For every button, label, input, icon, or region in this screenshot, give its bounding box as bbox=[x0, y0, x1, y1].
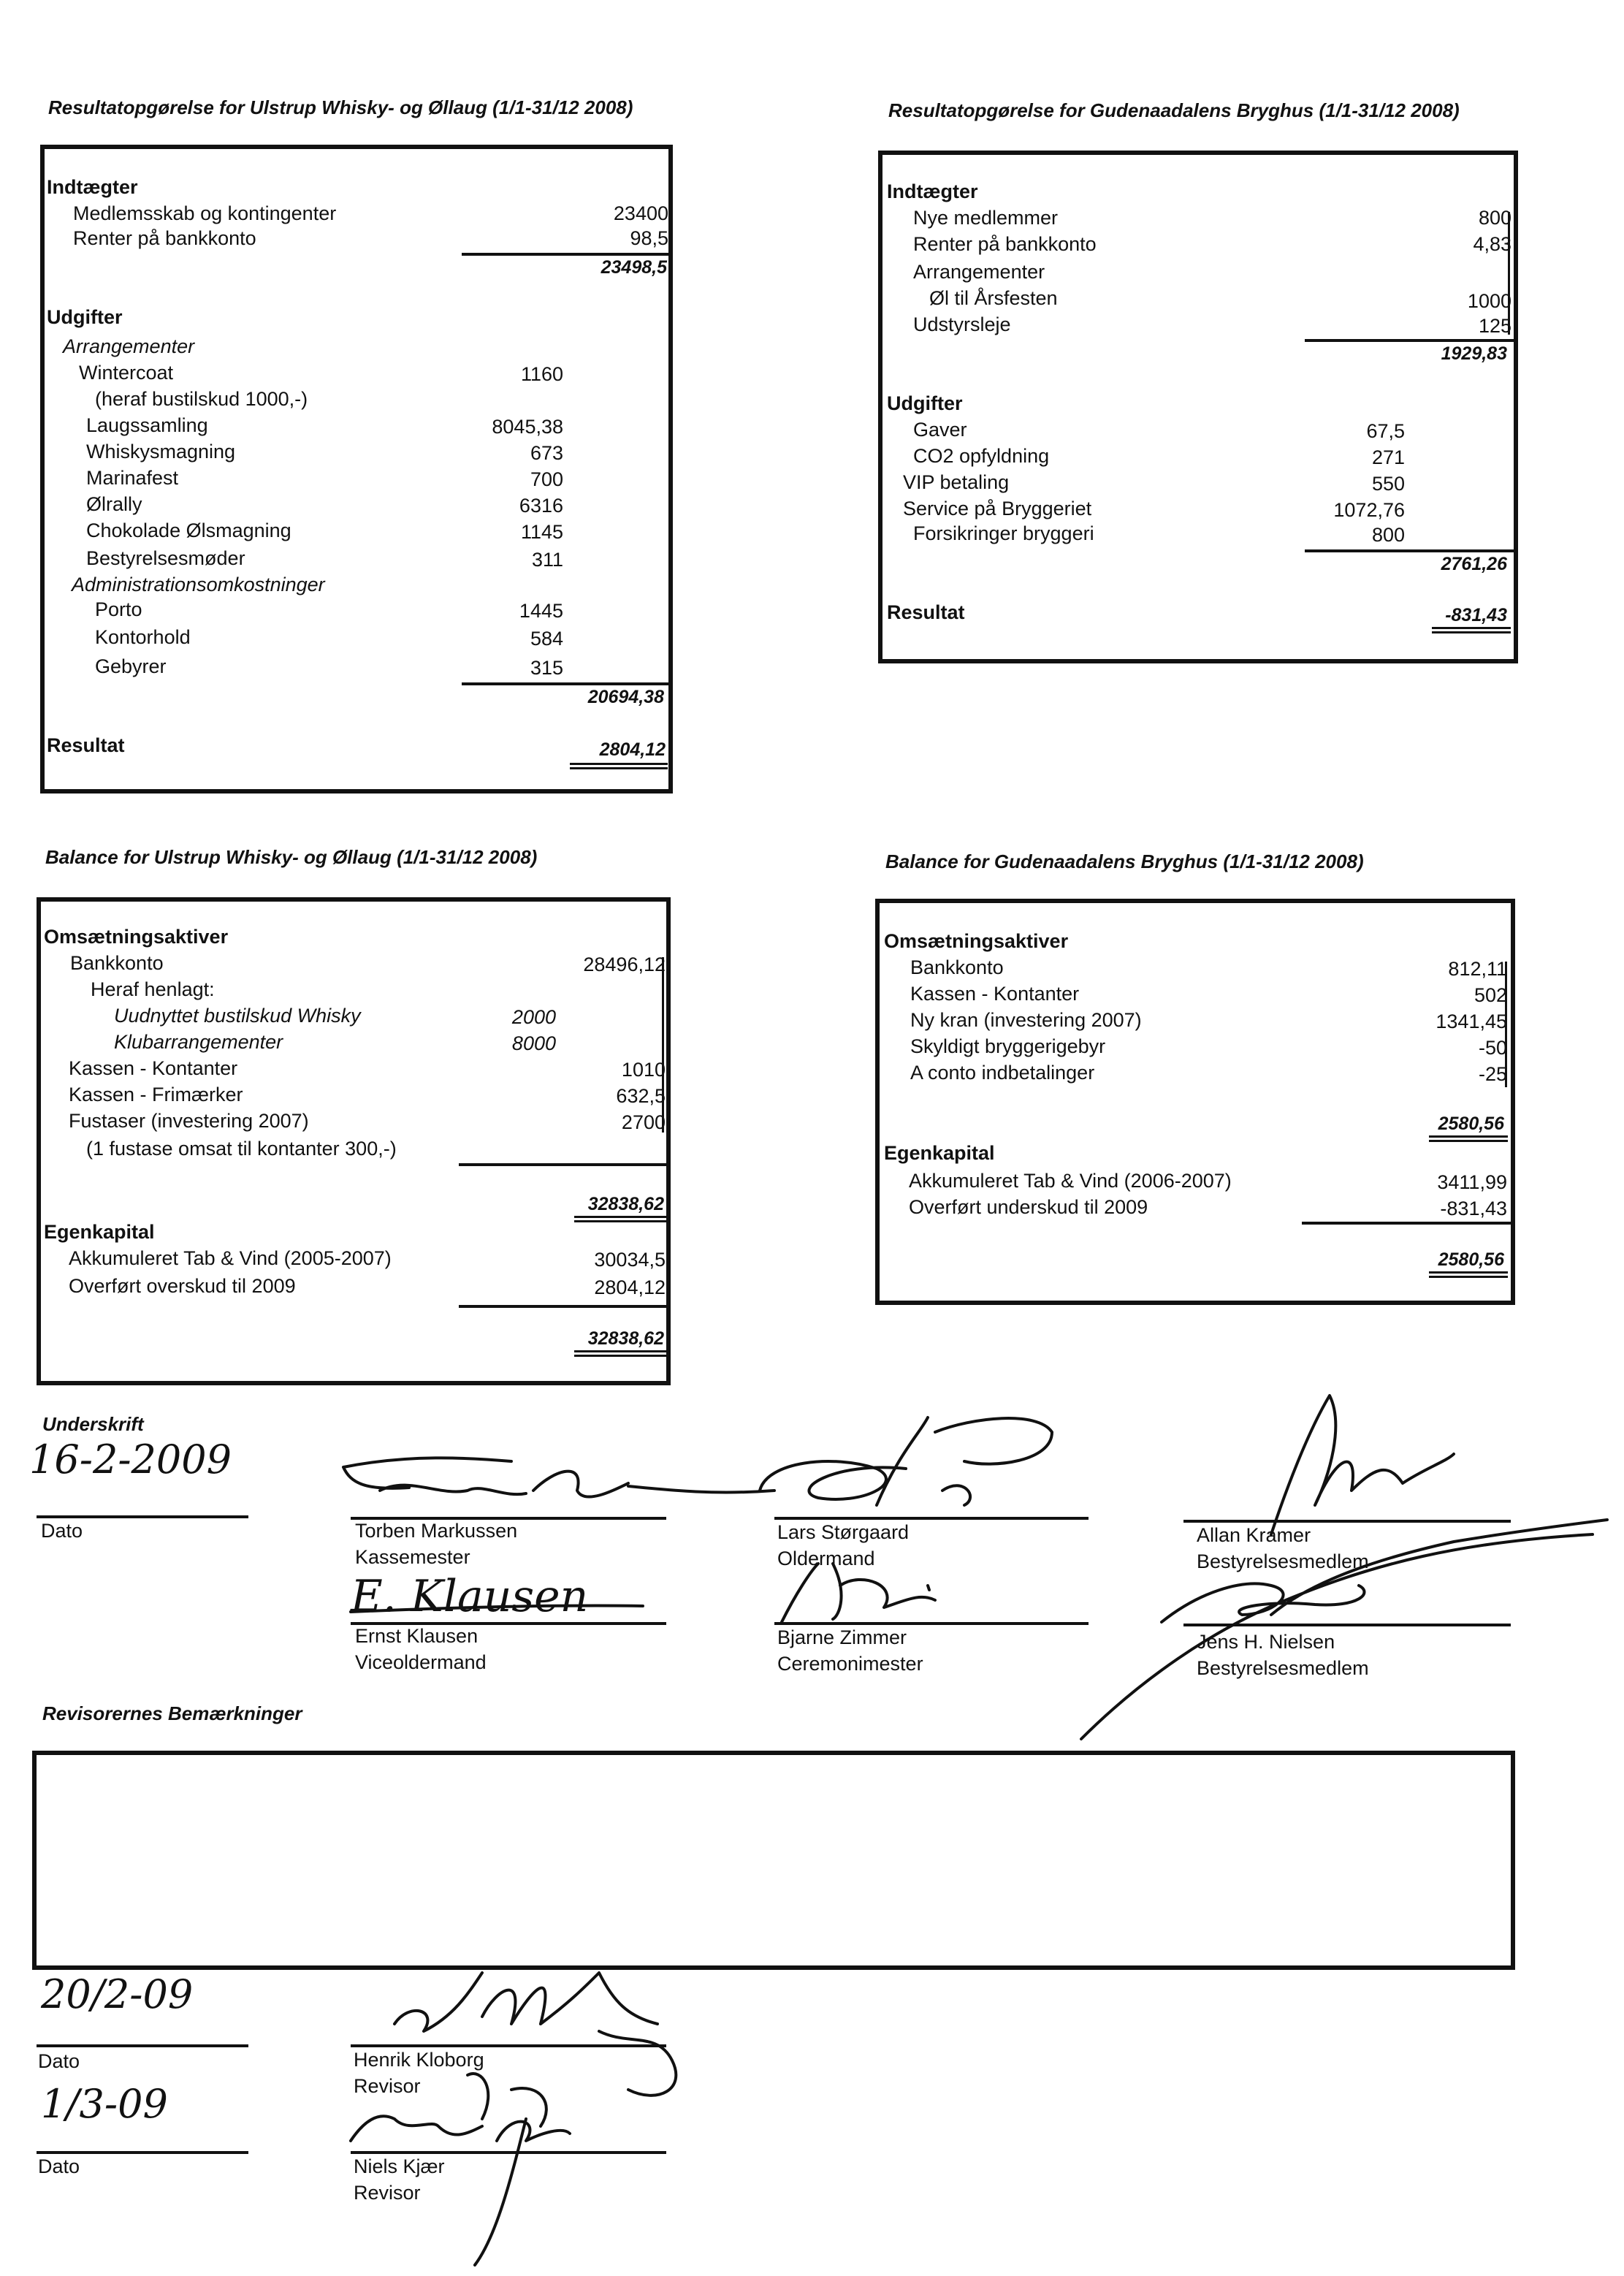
auditor-name: Henrik Kloborg bbox=[354, 2049, 484, 2071]
gudenaa-income-title: Resultatopgørelse for Gudenaadalens Bryghus (1/1-31/12 2008) bbox=[888, 99, 1460, 121]
ulstrup-other-item: Fustaser (investering 2007) bbox=[69, 1110, 309, 1132]
ulstrup-equity-rule bbox=[459, 1305, 666, 1308]
auditor-name: Niels Kjær bbox=[354, 2155, 445, 2177]
ulstrup-result-double-rule bbox=[570, 763, 668, 769]
gudenaa-asset-item: Kassen - Kontanter bbox=[910, 983, 1080, 1005]
ulstrup-arr-item: (heraf bustilskud 1000,-) bbox=[95, 388, 308, 410]
gudenaa-expense-value: 271 bbox=[1371, 446, 1405, 468]
ulstrup-admin-heading: Administrationsomkostninger bbox=[72, 574, 325, 595]
gudenaa-income-heading: Indtægter bbox=[887, 180, 978, 202]
ulstrup-bank-value: 28496,12 bbox=[583, 954, 666, 975]
gudenaa-asset-item: A conto indbetalinger bbox=[910, 1062, 1095, 1084]
gudenaa-expense-heading: Udgifter bbox=[887, 392, 963, 414]
ulstrup-balance-title: Balance for Ulstrup Whisky- og Øllaug (1/1-31/12 2008) bbox=[45, 846, 538, 868]
ulstrup-income-title: Resultatopgørelse for Ulstrup Whisky- og Øllaug (1/1-31/12 2008) bbox=[48, 96, 633, 118]
auditor-role: Revisor bbox=[354, 2182, 421, 2204]
ulstrup-income-value: 23400 bbox=[613, 202, 668, 224]
ulstrup-arr-value: 1160 bbox=[520, 363, 563, 385]
ulstrup-arr-item: Bestyrelsesmøder bbox=[86, 547, 245, 569]
gudenaa-assets-total: 2580,56 bbox=[1438, 1114, 1504, 1134]
gudenaa-assets-heading: Omsætningsaktiver bbox=[884, 930, 1069, 952]
ulstrup-reserved-label: Heraf henlagt: bbox=[91, 978, 215, 1000]
gudenaa-equity-rule bbox=[1302, 1222, 1511, 1225]
ulstrup-income-value: 98,5 bbox=[630, 227, 668, 249]
signature-klausen-handwritten: E. Klausen bbox=[351, 1571, 589, 1622]
signature-date-handwritten: 16-2-2009 bbox=[29, 1436, 232, 1483]
gudenaa-asset-value: 502 bbox=[1474, 984, 1507, 1006]
ulstrup-result-value: 2804,12 bbox=[599, 739, 666, 760]
gudenaa-income-item: Arrangementer bbox=[913, 261, 1045, 283]
signer-role: Bestyrelsesmedlem bbox=[1197, 1550, 1369, 1572]
ulstrup-admin-item: Gebyrer bbox=[95, 655, 167, 677]
ulstrup-equity-item: Akkumuleret Tab & Vind (2005-2007) bbox=[69, 1247, 392, 1269]
ulstrup-other-value: 632,5 bbox=[616, 1085, 666, 1107]
ulstrup-reserved-item: Klubarrangementer bbox=[114, 1031, 283, 1053]
ulstrup-arr-value: 8045,38 bbox=[492, 416, 563, 438]
date-label: Dato bbox=[41, 1520, 83, 1542]
gudenaa-income-item: Udstyrsleje bbox=[913, 313, 1011, 335]
signer-role: Oldermand bbox=[777, 1548, 875, 1569]
gudenaa-result-double-rule bbox=[1432, 627, 1511, 633]
ulstrup-assets-double-rule bbox=[574, 1216, 666, 1222]
signer-name: Torben Markussen bbox=[355, 1520, 518, 1542]
gudenaa-expense-item: CO2 opfyldning bbox=[913, 445, 1050, 467]
signer-name: Jens H. Nielsen bbox=[1197, 1631, 1335, 1653]
auditor-date-line bbox=[37, 2151, 248, 2154]
ulstrup-admin-value: 315 bbox=[530, 657, 563, 679]
gudenaa-income-value: 800 bbox=[1478, 207, 1511, 229]
ulstrup-other-value: 2700 bbox=[621, 1111, 666, 1133]
signature-line bbox=[1183, 1624, 1511, 1626]
signature-line bbox=[1183, 1520, 1511, 1523]
gudenaa-asset-value: 1341,45 bbox=[1436, 1011, 1507, 1032]
ulstrup-other-item: Kassen - Frimærker bbox=[69, 1084, 243, 1105]
ulstrup-income-total: 23498,5 bbox=[601, 257, 667, 278]
ulstrup-arr-item: Whiskysmagning bbox=[86, 441, 236, 463]
gudenaa-income-item: Øl til Årsfesten bbox=[929, 287, 1058, 309]
gudenaa-assets-double-rule bbox=[1429, 1135, 1508, 1142]
ulstrup-arr-item: Laugssamling bbox=[86, 414, 208, 436]
gudenaa-income-item: Renter på bankkonto bbox=[913, 233, 1097, 255]
ulstrup-arr-item: Marinafest bbox=[86, 467, 179, 489]
ulstrup-arr-value: 1145 bbox=[520, 521, 563, 543]
auditor-date2-handwritten: 1/3-09 bbox=[41, 2081, 168, 2127]
date-line bbox=[37, 1515, 248, 1518]
gudenaa-balance-title: Balance for Gudenaadalens Bryghus (1/1-31/12 2008) bbox=[885, 850, 1364, 872]
ulstrup-assets-total: 32838,62 bbox=[587, 1194, 664, 1214]
ulstrup-note: (1 fustase omsat til kontanter 300,-) bbox=[86, 1138, 397, 1160]
ulstrup-admin-item: Porto bbox=[95, 598, 142, 620]
ulstrup-equity-value: 2804,12 bbox=[594, 1276, 666, 1298]
gudenaa-result-label: Resultat bbox=[887, 601, 965, 623]
signature-line bbox=[774, 1622, 1089, 1625]
ulstrup-arr-item: Wintercoat bbox=[79, 362, 174, 384]
signer-role: Ceremonimester bbox=[777, 1653, 923, 1675]
ulstrup-reserved-value: 2000 bbox=[511, 1006, 556, 1028]
ulstrup-reserved-value: 8000 bbox=[511, 1032, 556, 1054]
ulstrup-other-value: 1010 bbox=[621, 1059, 666, 1081]
auditor-date-label: Dato bbox=[38, 2050, 80, 2072]
gudenaa-equity-heading: Egenkapital bbox=[884, 1142, 995, 1164]
gudenaa-income-value: 125 bbox=[1478, 315, 1511, 337]
ulstrup-admin-item: Kontorhold bbox=[95, 626, 191, 648]
gudenaa-income-total: 1929,83 bbox=[1441, 343, 1507, 364]
auditor-role: Revisor bbox=[354, 2075, 421, 2097]
auditors-remarks-box bbox=[32, 1751, 1515, 1970]
ulstrup-arr-value: 6316 bbox=[519, 495, 563, 517]
auditor-signature-line bbox=[351, 2151, 666, 2154]
ulstrup-equity-double-rule bbox=[574, 1350, 666, 1357]
gudenaa-equity-item: Akkumuleret Tab & Vind (2006-2007) bbox=[909, 1170, 1232, 1192]
gudenaa-expense-item: Service på Bryggeriet bbox=[903, 498, 1092, 519]
gudenaa-income-right-tick bbox=[1508, 212, 1510, 335]
signature-line bbox=[774, 1517, 1089, 1520]
gudenaa-expense-value: 550 bbox=[1371, 473, 1405, 495]
signer-name: Ernst Klausen bbox=[355, 1625, 479, 1647]
gudenaa-asset-item: Skyldigt bryggerigebyr bbox=[910, 1035, 1106, 1057]
signer-name: Allan Kramer bbox=[1197, 1524, 1311, 1546]
ulstrup-equity-total: 32838,62 bbox=[587, 1328, 664, 1349]
ulstrup-income-item: Medlemsskab og kontingenter bbox=[73, 202, 337, 224]
ulstrup-assets-heading: Omsætningsaktiver bbox=[44, 926, 229, 948]
gudenaa-expense-item: Gaver bbox=[913, 419, 967, 441]
gudenaa-equity-item: Overført underskud til 2009 bbox=[909, 1196, 1148, 1218]
gudenaa-asset-item: Bankkonto bbox=[910, 956, 1004, 978]
ulstrup-income-item: Renter på bankkonto bbox=[73, 227, 256, 249]
ulstrup-expense-total: 20694,38 bbox=[587, 687, 664, 707]
auditor-date-line bbox=[37, 2044, 248, 2047]
ulstrup-reserved-item: Uudnyttet bustilskud Whisky bbox=[114, 1005, 361, 1027]
gudenaa-equity-value: 3411,99 bbox=[1437, 1171, 1507, 1193]
auditor-signature-line bbox=[351, 2044, 666, 2047]
gudenaa-income-item: Nye medlemmer bbox=[913, 207, 1059, 229]
ulstrup-balance-right-tick bbox=[662, 957, 664, 1133]
signer-name: Lars Størgaard bbox=[777, 1521, 910, 1543]
signer-role: Viceoldermand bbox=[355, 1651, 487, 1673]
ulstrup-other-item: Kassen - Kontanter bbox=[69, 1057, 238, 1079]
ulstrup-admin-value: 584 bbox=[530, 628, 563, 650]
gudenaa-asset-item: Ny kran (investering 2007) bbox=[910, 1009, 1142, 1031]
ulstrup-result-label: Resultat bbox=[47, 734, 125, 756]
gudenaa-expense-item: Forsikringer bryggeri bbox=[913, 522, 1094, 544]
ulstrup-arr-item: Ølrally bbox=[86, 493, 142, 515]
gudenaa-expense-item: VIP betaling bbox=[903, 471, 1010, 493]
gudenaa-asset-value: -50 bbox=[1478, 1037, 1507, 1059]
gudenaa-equity-value: -831,43 bbox=[1440, 1198, 1507, 1219]
signer-name: Bjarne Zimmer bbox=[777, 1626, 907, 1648]
signer-role: Kassemester bbox=[355, 1546, 470, 1568]
ulstrup-arr-value: 673 bbox=[530, 442, 563, 464]
auditor-date1-handwritten: 20/2-09 bbox=[41, 1971, 194, 2017]
gudenaa-expense-total: 2761,26 bbox=[1441, 554, 1507, 574]
ulstrup-expense-heading: Udgifter bbox=[47, 306, 123, 328]
ulstrup-arr-value: 311 bbox=[531, 549, 563, 571]
gudenaa-equity-total: 2580,56 bbox=[1438, 1249, 1504, 1270]
gudenaa-income-value: 1000 bbox=[1467, 290, 1511, 312]
gudenaa-expense-value: 67,5 bbox=[1366, 420, 1405, 442]
ulstrup-equity-value: 30034,5 bbox=[594, 1249, 666, 1271]
ulstrup-equity-item: Overført overskud til 2009 bbox=[69, 1275, 296, 1297]
signatures-heading: Underskrift bbox=[42, 1413, 144, 1435]
ulstrup-admin-value: 1445 bbox=[519, 600, 563, 622]
ulstrup-arr-item: Chokolade Ølsmagning bbox=[86, 519, 291, 541]
gudenaa-result-value: -831,43 bbox=[1445, 605, 1507, 625]
gudenaa-income-value: 4,83 bbox=[1473, 233, 1511, 255]
auditors-heading: Revisorernes Bemærkninger bbox=[42, 1702, 302, 1724]
gudenaa-expense-value: 1072,76 bbox=[1333, 499, 1405, 521]
gudenaa-balance-right-tick bbox=[1505, 962, 1507, 1087]
gudenaa-asset-value: -25 bbox=[1478, 1063, 1507, 1085]
ulstrup-income-heading: Indtægter bbox=[47, 176, 138, 198]
gudenaa-equity-double-rule bbox=[1429, 1271, 1508, 1278]
ulstrup-equity-heading: Egenkapital bbox=[44, 1221, 155, 1243]
signer-role: Bestyrelsesmedlem bbox=[1197, 1657, 1369, 1679]
ulstrup-arr-heading: Arrangementer bbox=[63, 335, 195, 357]
ulstrup-assets-rule bbox=[459, 1163, 666, 1166]
ulstrup-bank-label: Bankkonto bbox=[70, 952, 164, 974]
ulstrup-arr-value: 700 bbox=[530, 468, 563, 490]
auditor-date-label: Dato bbox=[38, 2155, 80, 2177]
gudenaa-asset-value: 812,11 bbox=[1448, 958, 1507, 980]
gudenaa-expense-value: 800 bbox=[1371, 524, 1405, 546]
